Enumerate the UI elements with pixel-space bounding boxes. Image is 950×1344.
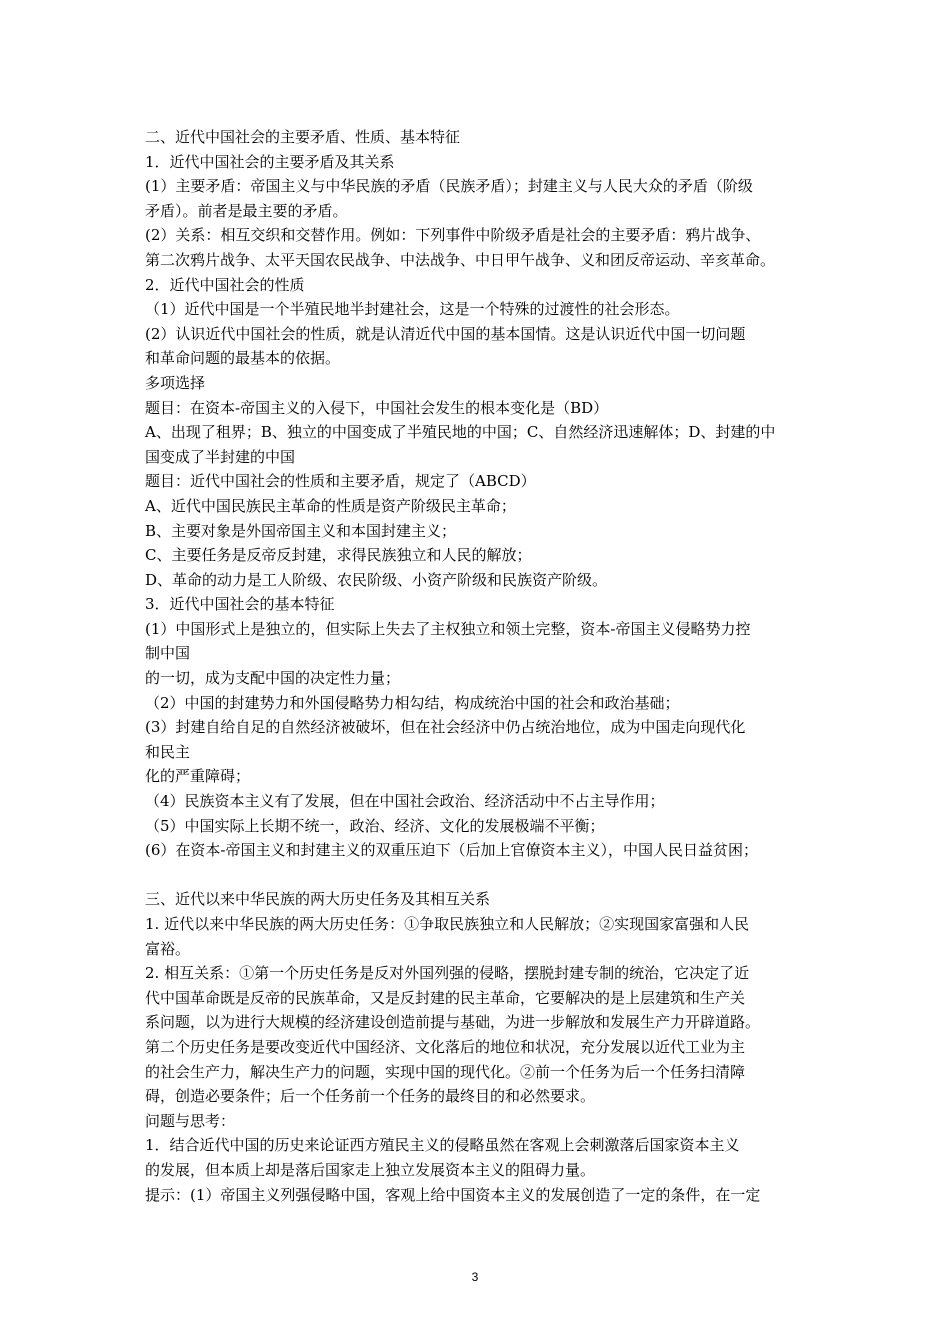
text-line: 提示：(1）帝国主义列强侵略中国，客观上给中国资本主义的发展创造了一定的条件，在一定 (145, 1185, 761, 1204)
text-line: 系问题，以为进行大规模的经济建设创造前提与基础，为进一步解放和发展生产力开辟道路。 (145, 1013, 761, 1032)
text-line: 多项选择 (145, 373, 206, 392)
option-line: C、主要任务是反帝反封建，求得民族独立和人民的解放； (145, 546, 532, 565)
subsection-heading: 3．近代中国社会的基本特征 (145, 595, 335, 614)
text-line: 2. 相互关系：①第一个历史任务是反对外国列强的侵略，摆脱封建专制的统治，它决定了近 (145, 964, 750, 983)
option-line: A、近代中国民族民主革命的性质是资产阶级民主革命； (145, 496, 516, 515)
text-line: 的发展，但本质上却是落后国家走上独立发展资本主义的阻碍力量。 (145, 1160, 596, 1179)
text-line: 1. 近代以来中华民族的两大历史任务：①争取民族独立和人民解放；②实现国家富强和人民 (145, 915, 750, 933)
subsection-heading: 问题与思考： (145, 1111, 236, 1130)
text-line: (1）主要矛盾：帝国主义与中华民族的矛盾（民族矛盾）；封建主义与人民大众的矛盾（阶级 (145, 177, 753, 196)
page-number: 3 (471, 1270, 479, 1284)
section-heading: 三、近代以来中华民族的两大历史任务及其相互关系 (145, 890, 491, 909)
text-line: (2）认识近代中国社会的性质，就是认清近代中国的基本国情。这是认识近代中国一切问题 (145, 324, 746, 343)
text-line: 碍，创造必要条件；后一个任务前一个任务的最终目的和必然要求。 (145, 1087, 596, 1106)
text-line: 化的严重障碍； (145, 767, 251, 786)
text-line: (2）关系：相互交织和交替作用。例如：下列事件中阶级矛盾是社会的主要矛盾：鸦片战争、 (145, 226, 761, 245)
text-line: （4）民族资本主义有了发展，但在中国社会政治、经济活动中不占主导作用； (145, 792, 665, 811)
subsection-heading: 2．近代中国社会的性质 (145, 275, 305, 294)
text-line: 代中国革命既是反帝的民族革命，又是反封建的民主革命，它要解决的是上层建筑和生产关 (145, 988, 746, 1007)
text-line: 制中国 (145, 644, 191, 663)
text-line: （5）中国实际上长期不统一，政治、经济、文化的发展极端不平衡； (145, 816, 605, 835)
text-line: 和民主 (145, 742, 191, 761)
text-line: （1）近代中国是一个半殖民地半封建社会，这是一个特殊的过渡性的社会形态。 (145, 300, 680, 319)
section-heading: 二、近代中国社会的主要矛盾、性质、基本特征 (145, 128, 461, 146)
document-body (145, 125, 820, 1207)
text-line: (1）中国形式上是独立的，但实际上失去了主权独立和领土完整，资本-帝国主义侵略势力控 (145, 619, 751, 638)
text-line: 1．结合近代中国的历史来论证西方殖民主义的侵略虽然在客观上会刺激落后国家资本主义 (145, 1136, 740, 1155)
text-line: 国变成了半封建的中国 (145, 447, 296, 466)
text-line: 的社会生产力，解决生产力的问题，实现中国的现代化。②前一个任务为后一个任务扫清障 (145, 1062, 746, 1081)
text-line: 富裕。 (145, 939, 191, 958)
text-line: A、出现了租界；B、独立的中国变成了半殖民地的中国；C、自然经济迅速解体；D、封建的中 (145, 423, 776, 442)
text-line: (3）封建自给自足的自然经济被破坏，但在社会经济中仍占统治地位，成为中国走向现代化 (145, 718, 746, 737)
blank-line (145, 863, 820, 888)
option-line: B、主要对象是外国帝国主义和本国封建主义； (145, 521, 457, 540)
text-line: （2）中国的封建势力和外国侵略势力相勾结，构成统治中国的社会和政治基础； (145, 693, 680, 712)
text-line: 第二个历史任务是要改变近代中国经济、文化落后的地位和状况，充分发展以近代工业为主 (145, 1037, 746, 1056)
text-line: 和革命问题的最基本的依据。 (145, 349, 341, 368)
text-line: (6）在资本-帝国主义和封建主义的双重压迫下（后加上官僚资本主义），中国人民日益贫困； (145, 841, 758, 860)
text-line: 的一切，成为支配中国的决定性力量； (145, 669, 401, 688)
question-line: 题目：近代中国社会的性质和主要矛盾，规定了（ABCD） (145, 472, 536, 491)
option-line: D、革命的动力是工人阶级、农民阶级、小资产阶级和民族资产阶级。 (145, 570, 608, 589)
question-line: 题目：在资本-帝国主义的入侵下，中国社会发生的根本变化是（BD） (145, 398, 609, 417)
text-line: 矛盾）。前者是最主要的矛盾。 (145, 201, 348, 220)
subsection-heading: 1．近代中国社会的主要矛盾及其关系 (145, 152, 395, 171)
text-line: 第二次鸦片战争、太平天国农民战争、中法战争、中日甲午战争、义和团反帝运动、辛亥革命。 (145, 250, 776, 269)
